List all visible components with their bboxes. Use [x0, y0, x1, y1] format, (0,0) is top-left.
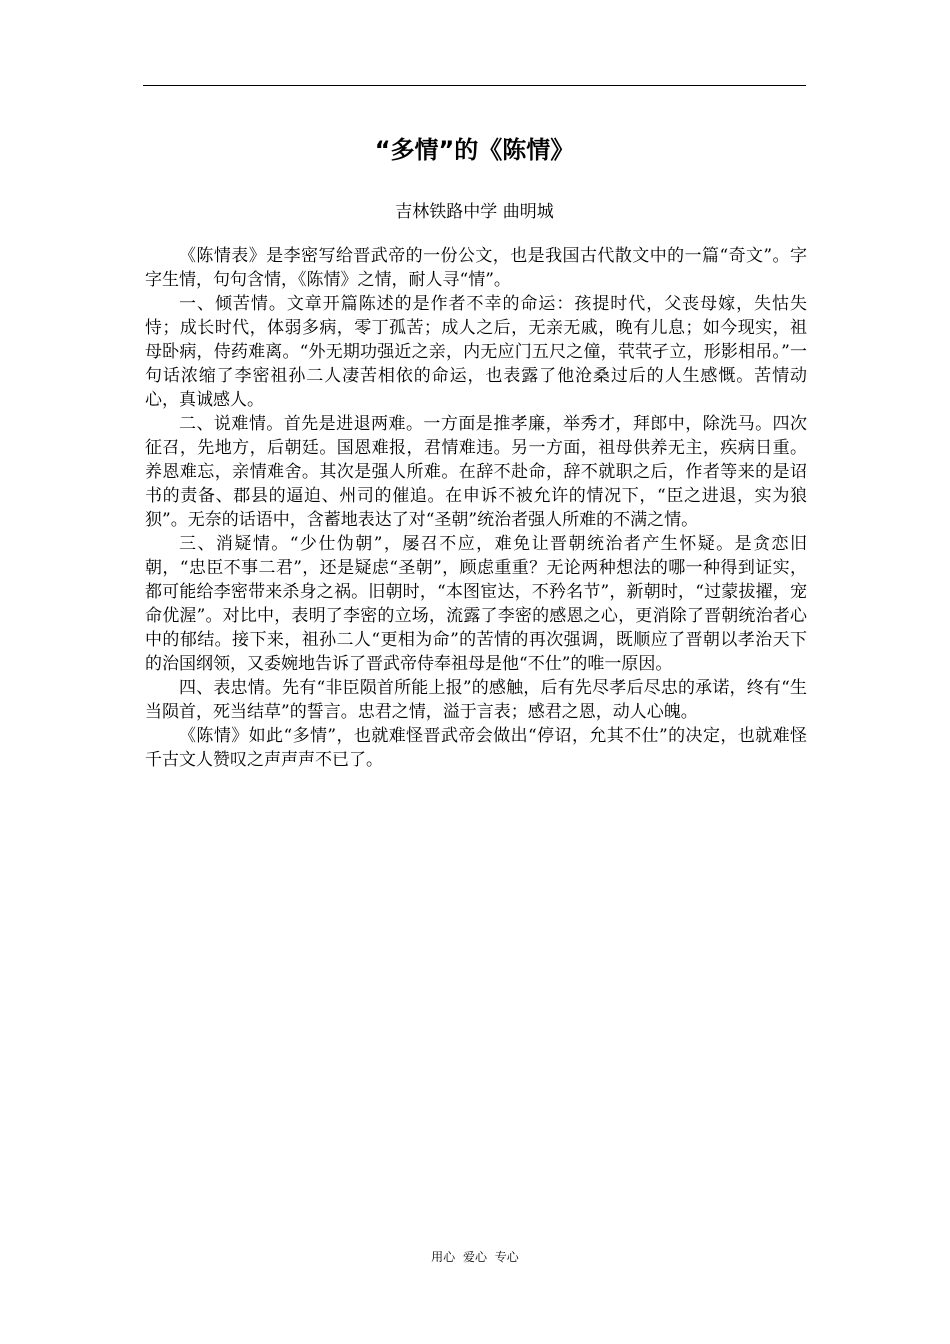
- paragraph-conclusion: 《陈情》如此“多情”，也就难怪晋武帝会做出“停诏，允其不仕”的决定，也就难怪千古文人赞叹之声声声不已了。: [145, 726, 807, 770]
- paragraph-section-4: 四、表忠情。先有“非臣陨首所能上报”的感触，后有先尽孝后尽忠的承诺，终有“生当陨首，死当结草”的誓言。忠君之情，溢于言表；感君之恩，动人心魄。: [145, 678, 807, 722]
- article-body: [145, 244, 807, 772]
- document-title: “多情”的《陈情》: [374, 136, 575, 164]
- page-footer: 用心 爱心 专心: [431, 1250, 519, 1264]
- header-rule: [143, 85, 806, 86]
- paragraph-section-3: 三、消疑情。“少仕伪朝”，屡召不应，难免让晋朝统治者产生怀疑。是贪恋旧朝，“忠臣不事二君”，还是疑虑“圣朝”，顾虑重重？无论两种想法的哪一种得到证实，都可能给李密带来杀身之祸。旧朝时，“本图宦达，不矜名节”，新朝时，“过蒙拔擢，宠命优渥”。对比中，表明了李密的立场，流露了李密的感恩之心，更消除了晋朝统治者心中的郁结。接下来，祖孙二人“更相为命”的苦情的再次强调，既顺应了晋朝以孝治天下的治国纲领，又委婉地告诉了晋武帝侍奉祖母是他“不仕”的唯一原因。: [145, 534, 807, 674]
- author-byline: 吉林铁路中学 曲明城: [395, 202, 554, 222]
- paragraph-section-1: 一、倾苦情。文章开篇陈述的是作者不幸的命运：孩提时代，父丧母嫁，失怙失恃；成长时代，体弱多病，零丁孤苦；成人之后，无亲无戚，晚有儿息；如今现实，祖母卧病，侍药难离。“外无期功强近之亲，内无应门五尺之僮，茕茕孑立，形影相吊。”一句话浓缩了李密祖孙二人凄苦相依的命运，也表露了他沧桑过后的人生感慨。苦情动心，真诚感人。: [145, 294, 807, 410]
- paragraph-intro: 《陈情表》是李密写给晋武帝的一份公文，也是我国古代散文中的一篇“奇文”。字字生情，句句含情，《陈情》之情，耐人寻“情”。: [145, 246, 807, 290]
- paragraph-section-2: 二、说难情。首先是进退两难。一方面是推孝廉，举秀才，拜郎中，除洗马。四次征召，先地方，后朝廷。国恩难报，君情难违。另一方面，祖母供养无主，疾病日重。养恩难忘，亲情难舍。其次是强人所难。在辞不赴命，辞不就职之后，作者等来的是诏书的责备、郡县的逼迫、州司的催追。在申诉不被允许的情况下，“臣之进退，实为狼狈”。无奈的话语中，含蓄地表达了对“圣朝”统治者强人所难的不满之情。: [145, 414, 807, 530]
